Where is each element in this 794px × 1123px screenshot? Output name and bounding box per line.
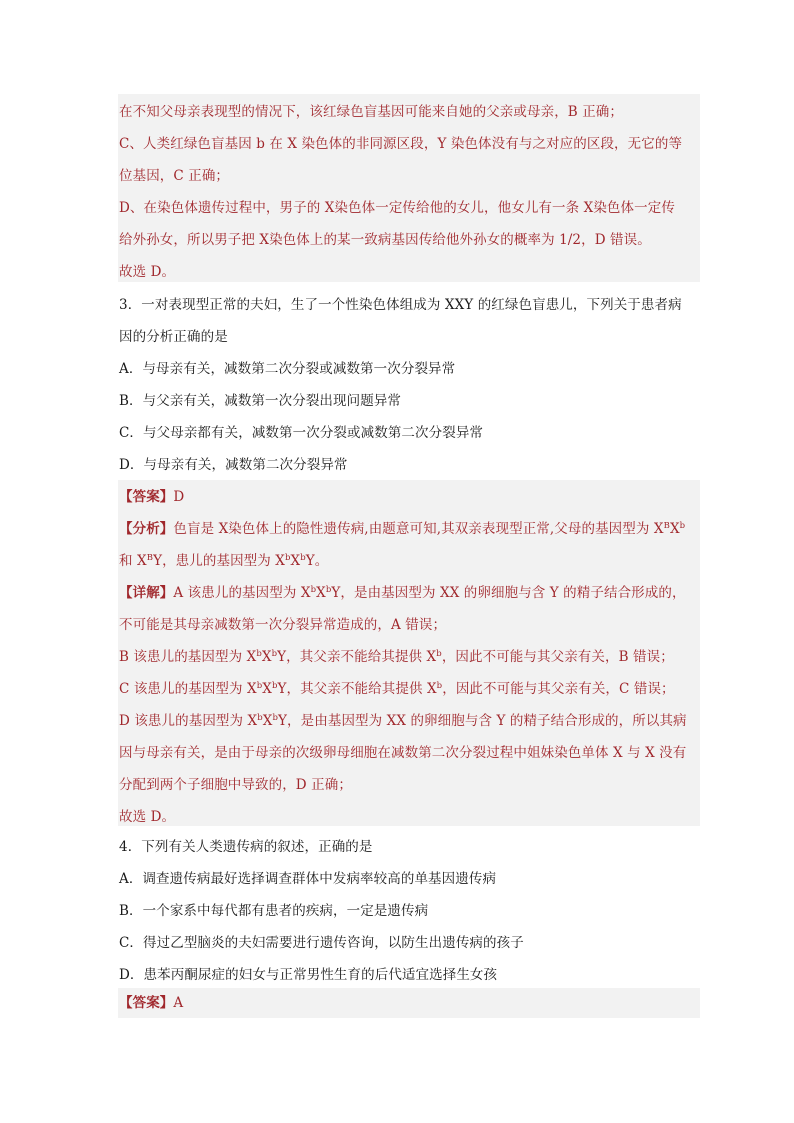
answer-value: A [173,995,184,1011]
question-3-option-a: A．与母亲有关，减数第二次分裂或减数第一次分裂异常 [119,361,456,377]
prev-answer-conclusion: 故选 D。 [119,264,176,280]
analysis-text: 色盲是 X染色体上的隐性遗传病,由题意可知,其双亲表现型正常,父母的基因型为 X [173,521,664,537]
answer-tag: 【答案】 [119,995,174,1011]
detail-text: Y，是由基因型为 XX 的卵细胞与含 Y 的精子结合形成的，所以其病 [278,713,687,729]
question-4-answer-background [118,988,700,1018]
prev-answer-line: 给外孙女，所以男子把 X染色体上的某一致病基因传给他外孙女的概率为 1/2，D 错误。 [119,232,651,248]
analysis-text: Y，患儿的基因型为 X [153,553,285,569]
question-3-detail: C 该患儿的基因型为 $X^bX^bY$，其父亲不能给其提供 $X^b$，因此不可能与其父亲有关，C 错误； [119,681,675,697]
question-4-stem: 4．下列有关人类遗传病的叙述，正确的是 [119,839,373,855]
question-3-option-b: B．与父亲有关，减数第一次分裂出现问题异常 [119,393,402,409]
superscript: B [663,521,670,531]
prev-answer-line: D、在染色体遗传过程中，男子的 X染色体一定传给他的女儿，他女儿有一条 X染色体一定传 [119,200,675,216]
question-3-stem: 3．一对表现型正常的夫妇，生了一个性染色体组成为 XXY 的红绿色盲患儿，下列关于患者病 [119,297,682,313]
detail-text: C 该患儿的基因型为 X [119,681,257,697]
superscript: b [272,713,279,723]
question-3-conclusion: 故选 D。 [119,809,176,825]
question-3-detail: 分配到两个子细胞中导致的，D 正确； [119,777,352,793]
analysis-text: Y。 [305,553,329,569]
question-3-option-d: D．与母亲有关，减数第二次分裂异常 [119,457,348,473]
question-3-analysis [119,520,685,538]
superscript: b [257,713,263,723]
question-3-detail: D 该患儿的基因型为 $X^bX^bY$，是由基因型为 XX 的卵细胞与含 Y 的精子结合形成的，所以其病 [119,713,687,729]
superscript: b [325,585,332,595]
answer-value: D [173,489,185,505]
detail-text: Y，其父亲不能给其提供 X [277,649,437,665]
question-4-option-c: C．得过乙型脑炎的夫妇需要进行遗传咨询，以防生出遗传病的孩子 [119,935,524,951]
superscript: b [436,681,443,691]
prev-answer-background [118,94,700,282]
prev-answer-line: 位基因，C 正确； [119,168,230,184]
detail-text: D 该患儿的基因型为 X [119,713,258,729]
question-3-stem: 因的分析正确的是 [119,329,228,345]
question-3-detail: 因与母亲有关，是由于母亲的次级卵母细胞在减数第二次分裂过程中姐妹染色单体 X 与 X 没有 [119,745,687,761]
detail-text: ，因此不可能与其父亲有关，B 错误； [441,649,674,665]
question-3-option-c: C．与父母亲都有关，减数第一次分裂或减数第二次分裂异常 [119,425,484,441]
question-3-detail: 不可能是其母亲减数第一次分裂异常造成的，A 错误； [119,617,447,633]
question-3-answer [119,488,184,506]
detail-text: Y，其父亲不能给其提供 X [277,681,437,697]
detail-text: ，因此不可能与其父亲有关，C 错误； [442,681,675,697]
detail-tag: 【详解】 [119,585,174,601]
question-4-option-d: D．患苯丙酮尿症的妇女与正常男性生育的后代适宜选择生女孩 [119,967,498,983]
answer-tag: 【答案】 [119,489,174,505]
question-4-answer [119,994,183,1012]
detail-text: Y，是由基因型为 XX 的卵细胞与含 Y 的精子结合形成的， [331,585,686,601]
question-4-option-a: A．调查遗传病最好选择调查群体中发病率较高的单基因遗传病 [119,871,497,887]
superscript: b [284,553,291,563]
question-3-detail: B 该患儿的基因型为 $X^bX^bY$，其父亲不能给其提供 $X^b$，因此不可能与其父亲有关，B 错误； [119,649,674,665]
superscript: b [436,649,442,659]
superscript: B [146,553,154,563]
superscript: b [310,585,317,595]
detail-text: A 该患儿的基因型为 X [173,585,311,601]
superscript: b [256,681,263,691]
question-3-analysis [119,552,328,570]
superscript: b [271,649,278,659]
superscript: b [300,553,306,563]
superscript: b [679,521,686,531]
superscript: b [256,649,262,659]
question-3-detail: 【详解】A 该患儿的基因型为 $X^bX^bY$，是由基因型为 XX 的卵细胞与含 Y 的精子结合形成的， [119,585,686,601]
analysis-text: X [290,553,301,569]
prev-answer-line: C、人类红绿色盲基因 b 在 X 染色体的非同源区段，Y 染色体没有与之对应的区段，无它的等 [119,136,683,152]
prev-answer-line: 在不知父母亲表现型的情况下，该红绿色盲基因可能来自她的父亲或母亲，B 正确； [119,104,624,120]
analysis-text: 和 X [119,553,147,569]
question-4-option-b: B．一个家系中每代都有患者的疾病，一定是遗传病 [119,903,429,919]
superscript: b [272,681,278,691]
analysis-text: X [669,521,680,537]
detail-text: B 该患儿的基因型为 X [119,649,257,665]
analysis-tag: 【分析】 [119,521,174,537]
